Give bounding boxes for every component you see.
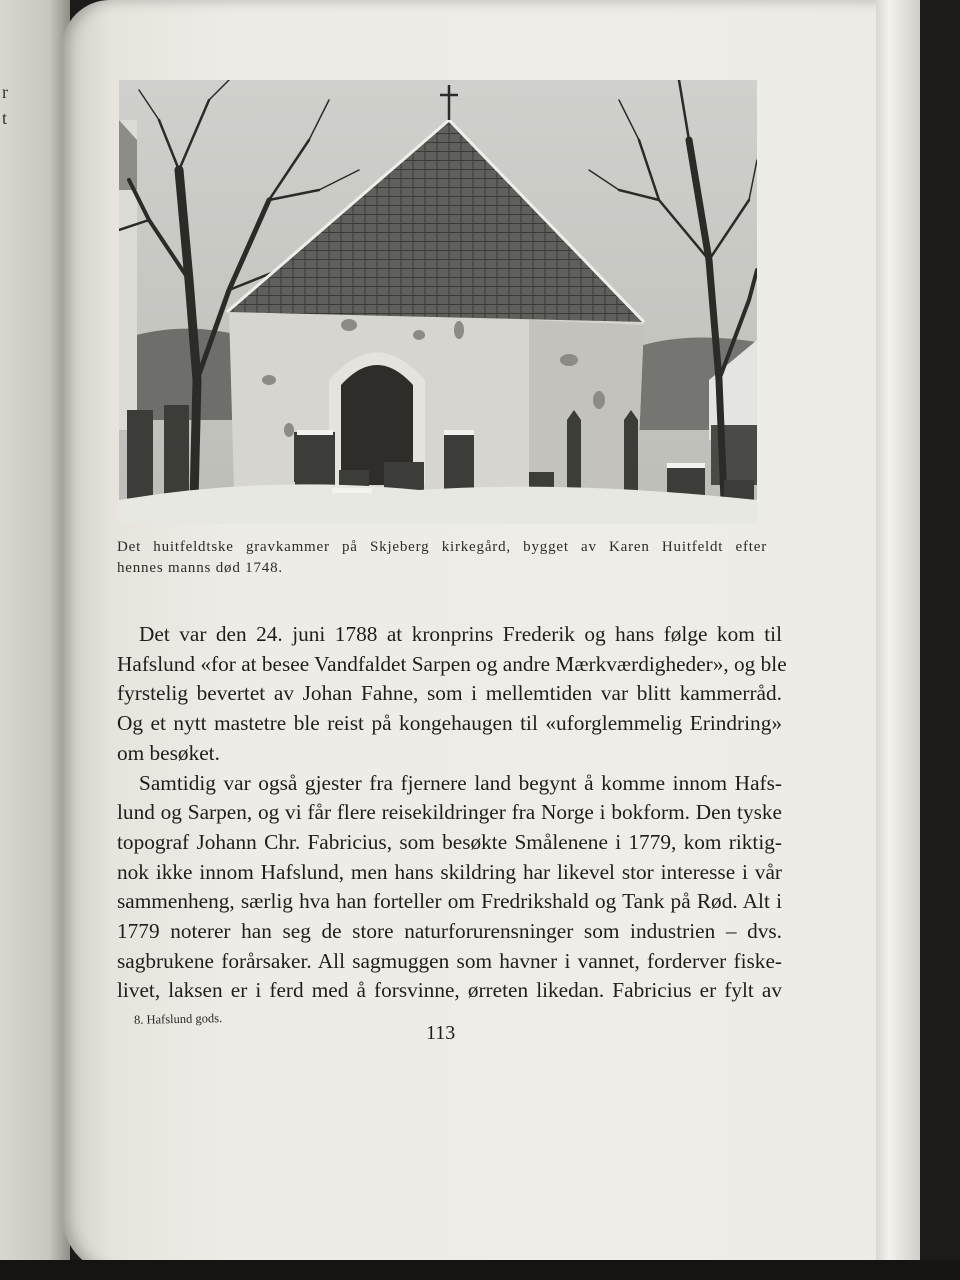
text-line: Det var den 24. juni 1788 at kronprins Frederik og hans følge kom til <box>139 622 782 646</box>
previous-page-edge <box>0 0 70 1280</box>
text-line: livet, laksen er i ferd med å forsvinne, ørreten likedan. Fabricius er fylt av <box>117 978 782 1003</box>
paragraph-2 <box>117 769 782 1007</box>
text-line: om besøket. <box>117 740 220 765</box>
text-line: lund og Sarpen, og vi får flere reisekildringer fra Norge i bokform. Den tyske <box>117 800 782 825</box>
paragraph-1 <box>117 620 787 769</box>
footnote: 8. Hafslund gods. <box>133 1011 223 1027</box>
previous-page-fragment: t <box>2 108 8 128</box>
caption-line: Det huitfeldtske gravkammer på Skjeberg kirkegård, bygget av Karen Huitfeldt efter <box>117 539 767 555</box>
church-photo-icon <box>119 80 757 524</box>
page-number: 113 <box>426 1022 456 1044</box>
photo-caption <box>117 537 767 579</box>
page-edge-stack <box>876 0 920 1275</box>
text-line: sammenheng, særlig hva han forteller om Fredrikshald og Tank på Rød. Alt i <box>117 889 782 914</box>
text-line: Hafslund «for at besee Vandfaldet Sarpen og andre Mærkværdigheder», og ble <box>117 651 787 676</box>
text-line: sagbrukene forårsaker. All sagmuggen som havner i vannet, forderver fiske- <box>117 948 782 973</box>
text-line: nok ikke innom Hafslund, men hans skildring har likevel stor interesse i vår <box>117 859 782 884</box>
caption-line: hennes manns død 1748. <box>117 560 283 576</box>
previous-page-fragment: r <box>2 82 8 102</box>
table-surface <box>0 1260 960 1280</box>
text-line: Samtidig var også gjester fra fjernere land begynt å komme innom Hafs- <box>139 770 782 795</box>
text-line: 1779 noterer han seg de store naturforurensninger som industrien – dvs. <box>117 919 782 944</box>
text-line: topograf Johann Chr. Fabricius, som besøkte Smålenene i 1779, kom riktig- <box>117 829 782 854</box>
body-text <box>117 620 787 1006</box>
text-line: Og et nytt mastetre ble reist på kongehaugen til «uforglemmelig Erindring» <box>117 711 782 736</box>
text-line: fyrstelig bevertet av Johan Fahne, som i mellemtiden var blitt kammerråd. <box>117 681 782 706</box>
